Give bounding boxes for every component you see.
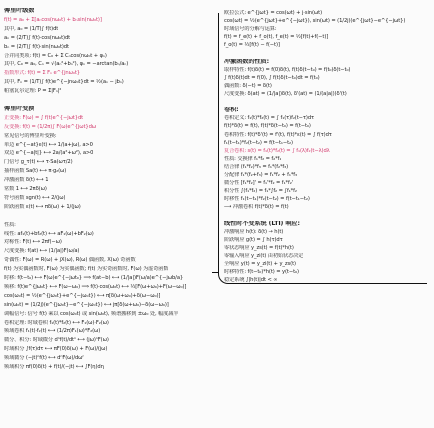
left-column-line: 符号函数 sgn(t) ⟷ 2/(jω) bbox=[4, 194, 66, 201]
left-column-line: 反变换: f(t) = (1/2π)∫ F(ω)e^{jωt}dω bbox=[4, 123, 97, 130]
left-column-line: 正变换: F(ω) = ∫ f(t)e^{−jωt}dt bbox=[4, 114, 84, 121]
right-column-line: 尺度变换: δ(at) = (1/|a|)δ(t), δ'(at) = (1/(a|a|))δ'(t) bbox=[224, 91, 347, 97]
left-column-line: 帕塞瓦尔定理: P = Σ|Fₙ|² bbox=[4, 88, 62, 95]
left-column-line: 时移: f(t−t₀) ⟷ F(ω)e^{−jωt₀} ⟹ f(at−b) ⟷ (1/|a|)F(ω/a)e^{−jωb/a} bbox=[4, 275, 184, 281]
left-column-line: sin(ω₀t) = (1/2j)(e^{jω₀t}−e^{−jω₀t}) ⟷ jπ[δ(ω+ω₀)−δ(ω−ω₀)] bbox=[4, 301, 169, 308]
left-column-line: 尺度变换: f(at) ⟷ (1/|a|)F(ω/a) bbox=[4, 248, 80, 255]
left-column-line: 阶跃函数 ε(t) ⟷ πδ(ω) + 1/(jω) bbox=[4, 203, 81, 210]
right-column-line: 冲激函数的性质: bbox=[224, 58, 269, 65]
left-column-line: f(t) 为实偶函数时, F(ω) 为实偶函数; f(t) 为实奇函数时, F(ω) 为虚奇函数 bbox=[4, 266, 169, 273]
right-column-line: 卷积特性: f(t)*δ'(t) = f'(t), f(t)*ε(t) = ∫ f(τ)dτ bbox=[224, 131, 332, 138]
left-column-line: 傅里叶级数 bbox=[4, 8, 35, 14]
right-column-line: 结合律 (f₁*f₂)*f₃ = f₁*(f₂*f₃) bbox=[224, 163, 289, 170]
left-column-line: 冲激函数 δ(t) ⟷ 1 bbox=[4, 177, 49, 184]
right-column-line: 性质: 交换律 f₁*f₂ = f₂*f₁ bbox=[224, 155, 282, 162]
left-column-line: 频移: f(t)e^{jω₀t} ⟷ F(ω−ω₀) ⟹ f(t)·cos(ω₀t) ⟷ ½[F(ω+ω₀)+F(ω−ω₀)] bbox=[4, 283, 187, 290]
right-column-line: f_o(t) = ½[f(t) − f(−t)] bbox=[224, 42, 280, 49]
right-column-line: 稳定系统 ∫|h(t)|dt < ∞ bbox=[224, 277, 278, 284]
left-column-line: 傅里叶变换 bbox=[4, 105, 35, 112]
left-column-line: 线性: af₁(t)+bf₂(t) ⟷ aF₁(ω)+bF₂(ω) bbox=[4, 230, 94, 237]
right-column-line: 全响应 y(t) = y_zi(t) + y_zs(t) bbox=[224, 261, 296, 268]
left-column-line: 对称性: F(t) ⟷ 2πf(−ω) bbox=[4, 239, 62, 246]
right-column-line: 卷积定义: f₁(t)*f₂(t) = ∫ f₁(τ)f₂(t−τ)dτ bbox=[224, 115, 315, 122]
right-column-line: 线性时不变系统 (LTI) 响应: bbox=[224, 220, 300, 227]
left-column-line: 其中, Fₙ = (1/T)∫ f(t)e^{−jnω₀t}dt = ½(aₙ − jbₙ) bbox=[4, 79, 124, 86]
left-column-line: 双边 e^{−a|t|} ⟷ 2a/(a²+ω²), a>0 bbox=[4, 150, 94, 157]
right-column-line: 零状态响应 y_zs(t) = f(t)*h(t) bbox=[224, 244, 294, 251]
right-column-line: ⟶ 冲激卷积 f(t)*δ(t) = f(t) bbox=[224, 204, 289, 211]
right-column-line: 复合卷积: s(t) = f₁(t)*f₂(t) = ∫ f₁(λ)f₂(t−λ)dλ bbox=[224, 147, 330, 154]
right-column-line: 分配律 f₁*(f₂+f₃) = f₁*f₂ + f₁*f₃ bbox=[224, 172, 298, 178]
right-column-line: 偶函数: δ(−t) = δ(t) bbox=[224, 82, 272, 89]
left-column-line: 合并同类项: f(t) = C₀ + Σ Cₙcos(nω₀t + φₙ) bbox=[4, 52, 107, 59]
left-column-line: 抽样函数 Sa(t) ⟷ π·g₂(ω) bbox=[4, 168, 67, 175]
left-column-line: 常见信号的傅里叶变换: bbox=[4, 132, 57, 139]
left-column-line: 单边 e^{−at}ε(t) ⟷ 1/(a+jω), a>0 bbox=[4, 141, 93, 148]
left-column-line: 调幅信号: 信号 f(t) 乘以 cos(ω₀t) 或 sin(ω₀t), 频谱搬移到 ±ω₀ 处, 幅度减半 bbox=[4, 310, 179, 317]
left-column-line: 微分、积分: 时域微分 dⁿf(t)/dtⁿ ⟷ (jω)ⁿF(ω) bbox=[4, 337, 109, 344]
right-column-line: ∫ f(t)δ(t)dt = f(0), ∫ f(t)δ(t−t₀)dt = f(t₀) bbox=[224, 74, 320, 81]
right-column-line: 冲激响应 h(t): δ(t) → h(t) bbox=[224, 228, 284, 235]
right-column-line: 微分性 [f₁*f₂]' = f₁'*f₂ = f₁*f₂' bbox=[224, 180, 294, 187]
right-column-line: f(t) = f_e(t) + f_o(t), f_e(t) = ½[f(t)+f(−t)] bbox=[224, 34, 329, 41]
right-column-line: 取样特性: f(t)δ(t) = f(0)δ(t), f(t)δ(t−t₀) = f(t₀)δ(t−t₀) bbox=[224, 66, 351, 73]
left-column-line: 频域积分 πf(0)δ(t) + f(t)/(−jt) ⟷ ∫F(η)dη bbox=[4, 364, 104, 370]
right-column-line: cos(ωt) = ½(e^{jωt}+e^{−jωt}), sin(ωt) = (1/2j)(e^{jωt}−e^{−jωt}) bbox=[224, 18, 406, 25]
left-column-line: 卷积定理: 时域卷积 f₁(t)*f₂(t) ⟷ F₁(ω)·F₂(ω) bbox=[4, 319, 109, 326]
left-column-line: 频域卷积 f₁(t)·f₂(t) ⟷ (1/2π)F₁(ω)*F₂(ω) bbox=[4, 328, 101, 335]
left-column-line: 门信号 g_τ(t) ⟷ τ·Sa(ωτ/2) bbox=[4, 159, 73, 166]
right-column-line: 卷积: bbox=[224, 107, 239, 114]
left-column-line: 奇偶性: F(ω) = R(ω) + jX(ω), R(ω) 偶函数, X(ω) 奇函数 bbox=[4, 257, 136, 264]
left-column-line: f(t) = a₀ + Σ[aₙcos(nω₀t) + bₙsin(nω₀t)] bbox=[4, 16, 102, 23]
left-column-line: 常数 1 ⟷ 2πδ(ω) bbox=[4, 186, 47, 192]
right-column-line: 时域信号的分解与运算: bbox=[224, 26, 277, 33]
left-column-line: 性质: bbox=[4, 221, 16, 228]
right-column-line: 时移特性: f(t−t₀)*h(t) = y(t−t₀) bbox=[224, 269, 299, 276]
right-column-line: f₁(t−t₁)*f₂(t−t₂) = f(t−t₁−t₂) bbox=[224, 139, 293, 146]
right-column-line: 欧拉公式: e^{jωt} = cos(ωt) + j·sin(ωt) bbox=[224, 10, 322, 16]
right-column-line: 时移性 f₁(t−t₁)*f₂(t−t₂) = f(t−t₁−t₂) bbox=[224, 196, 310, 203]
left-column-line: cos(ω₀t) = ½(e^{jω₀t}+e^{−jω₀t}) ⟷ π[δ(ω+ω₀)+δ(ω−ω₀)] bbox=[4, 292, 161, 299]
right-column-line: 积分性 ∫(f₁*f₂) = f₁*∫f₂ = ∫f₁*f₂ bbox=[224, 188, 297, 195]
left-column-line: aₙ = (2/T)∫ f(t)·cos(nω₀t)dt bbox=[4, 34, 71, 41]
left-column-line: bₙ = (2/T)∫ f(t)·sin(nω₀t)dt bbox=[4, 43, 69, 50]
left-column-line: 指数形式: f(t) = Σ Fₙ e^{jnω₀t} bbox=[4, 70, 80, 77]
right-column-line: 阶跃响应 g(t) = ∫ h(τ)dτ bbox=[224, 236, 283, 243]
right-column-line: 零输入响应 y_zi(t) 由初始状态决定 bbox=[224, 253, 304, 259]
left-column-line: 其中, C₀ = a₀, Cₙ = √(aₙ²+bₙ²), φₙ = −arctan(bₙ/aₙ) bbox=[4, 61, 129, 68]
right-column-line: f(t)*δ(t) = f(t), f(t)*δ(t−t₀) = f(t−t₀) bbox=[224, 123, 311, 130]
left-column-line: 时域积分 ∫f(τ)dτ ⟷ πF(0)δ(ω) + F(ω)/(jω) bbox=[4, 346, 108, 353]
left-column-line: 频域微分 (−jt)ⁿf(t) ⟷ dⁿF(ω)/dωⁿ bbox=[4, 355, 85, 362]
left-column-line: 其中, a₀ = (1/T)∫ f(t)dt bbox=[4, 25, 59, 32]
frame-tick-mark bbox=[212, 272, 218, 273]
